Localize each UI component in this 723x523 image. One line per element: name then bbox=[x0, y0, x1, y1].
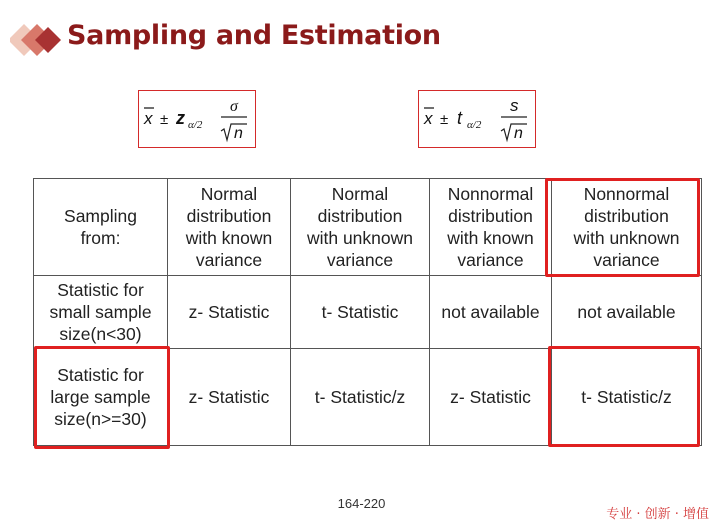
table-cell: t- Statistic/z bbox=[291, 349, 430, 446]
row-label-large-sample: Statistic for large sample size(n>=30) bbox=[34, 349, 168, 446]
formula-subscript: α/2 bbox=[188, 119, 203, 131]
brand-slogan: 专业 · 创新 · 增值 bbox=[606, 507, 709, 522]
statistic-table bbox=[33, 178, 702, 446]
title-diamond-icon bbox=[10, 22, 66, 58]
formula-plus-minus: ± bbox=[440, 111, 449, 128]
formula-plus-minus: ± bbox=[160, 111, 169, 128]
formula-subscript: α/2 bbox=[467, 119, 482, 131]
header-normal-unknown: Normal distribution with unknown variance bbox=[291, 179, 430, 276]
page-number: 164-220 bbox=[337, 496, 386, 511]
table-cell: t- Statistic bbox=[291, 276, 430, 349]
table-cell: not available bbox=[430, 276, 552, 349]
formula-denominator: n bbox=[514, 125, 523, 142]
table-row bbox=[34, 349, 702, 446]
formula-statistic: z bbox=[176, 108, 185, 128]
z-interval-formula bbox=[138, 90, 256, 148]
t-interval-formula bbox=[418, 90, 536, 148]
table-cell: z- Statistic bbox=[168, 349, 291, 446]
formula-statistic: t bbox=[457, 108, 463, 128]
formula-numerator: σ bbox=[230, 98, 238, 115]
formula-mean: x bbox=[424, 109, 433, 128]
header-sampling-from: Sampling from: bbox=[34, 179, 168, 276]
table-cell: z- Statistic bbox=[168, 276, 291, 349]
table-header-row bbox=[34, 179, 702, 276]
header-nonnormal-unknown: Nonnormal distribution with unknown variance bbox=[552, 179, 702, 276]
header-normal-known: Normal distribution with known variance bbox=[168, 179, 291, 276]
table-cell: z- Statistic bbox=[430, 349, 552, 446]
table-cell: not available bbox=[552, 276, 702, 349]
row-label-small-sample: Statistic for small sample size(n<30) bbox=[34, 276, 168, 349]
page-title: Sampling and Estimation bbox=[67, 20, 441, 51]
header-nonnormal-known: Nonnormal distribution with known variance bbox=[430, 179, 552, 276]
formula-mean: x bbox=[144, 109, 153, 128]
formula-denominator: n bbox=[234, 125, 243, 142]
table-cell: t- Statistic/z bbox=[552, 349, 702, 446]
formula-numerator: s bbox=[510, 96, 519, 115]
table-row bbox=[34, 276, 702, 349]
